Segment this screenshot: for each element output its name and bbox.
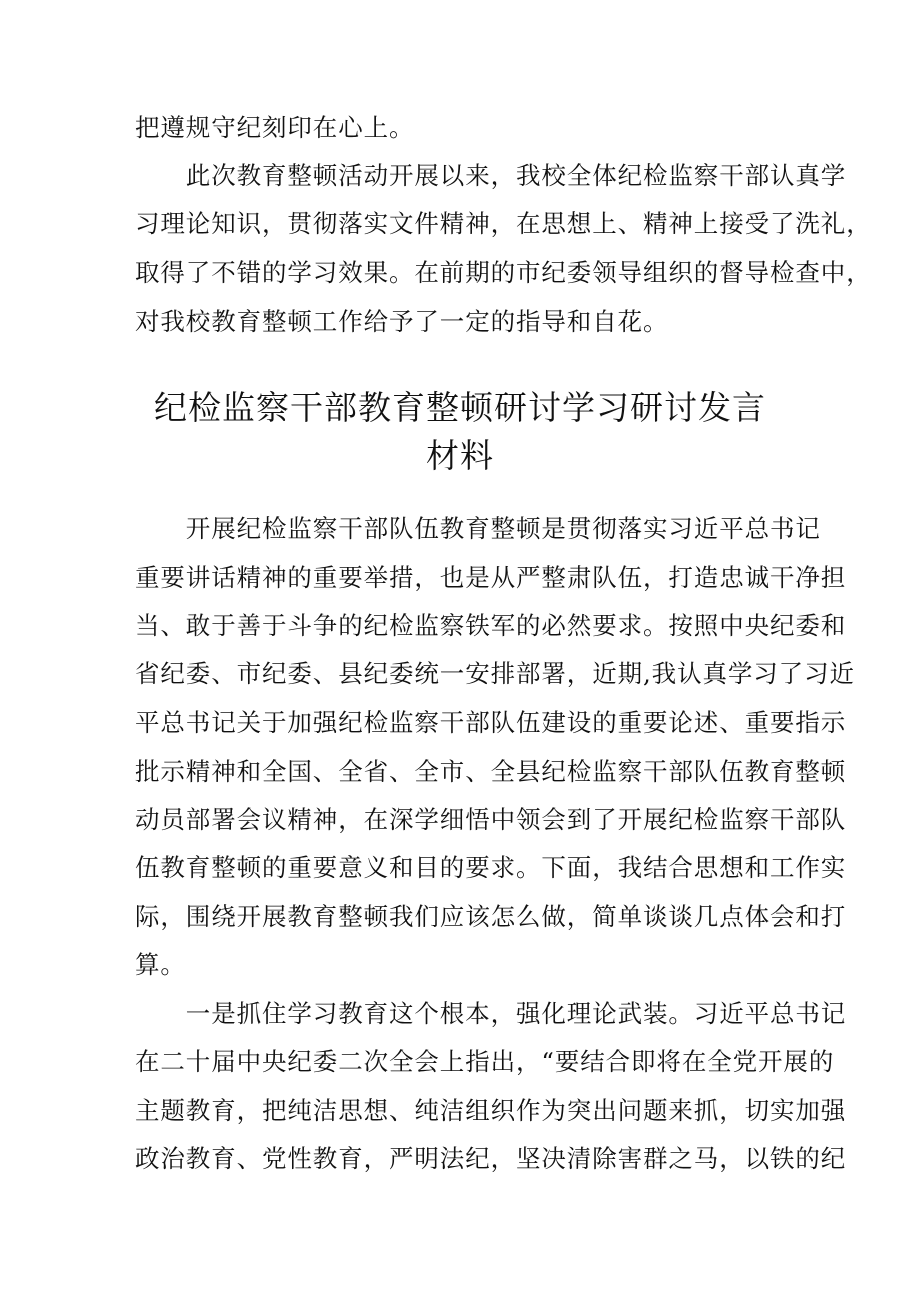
body-line: 重要讲话精神的重要举措，也是从严整肃队伍，打造忠诚干净担 <box>135 563 847 592</box>
body-line: 动员部署会议精神，在深学细悟中领会到了开展纪检监察干部队 <box>135 805 847 834</box>
body-line: 伍教育整顿的重要意义和目的要求。下面，我结合思想和工作实 <box>135 853 847 882</box>
body-line: 开展纪检监察干部队伍教育整顿是贯彻落实习近平总书记 <box>135 514 821 543</box>
body-line: 平总书记关于加强纪检监察干部队伍建设的重要论述、重要指示 <box>135 708 847 737</box>
paragraph-line: 此次教育整顿活动开展以来，我校全体纪检监察干部认真学 <box>135 161 847 190</box>
paragraph-line: 对我校教育整顿工作给予了一定的指导和自花。 <box>135 307 669 336</box>
document-title-line-1: 纪检监察干部教育整顿研讨学习研讨发言 <box>154 388 766 427</box>
paragraph-line: 把遵规守纪刻印在心上。 <box>135 113 415 142</box>
body-line: 主题教育，把纯洁思想、纯洁组织作为突出问题来抓，切实加强 <box>135 1096 847 1125</box>
body-line: 当、敢于善于斗争的纪检监察铁军的必然要求。按照中央纪委和 <box>135 611 847 640</box>
paragraph-line: 取得了不错的学习效果。在前期的市纪委领导组织的督导检查中， <box>135 258 872 287</box>
body-line: 批示精神和全国、全省、全市、全县纪检监察干部队伍教育整顿 <box>135 757 847 786</box>
body-line: 政治教育、党性教育，严明法纪，坚决清除害群之马，以铁的纪 <box>135 1144 847 1173</box>
body-line: 算。 <box>135 950 186 979</box>
body-line: 在二十届中央纪委二次全会上指出，“要结合即将在全党开展的 <box>135 1047 835 1076</box>
body-line: 一是抓住学习教育这个根本，强化理论武装。习近平总书记 <box>135 999 847 1028</box>
document-title-line-2: 材料 <box>426 436 494 475</box>
body-line: 际，围绕开展教育整顿我们应该怎么做，简单谈谈几点体会和打 <box>135 902 847 931</box>
paragraph-line: 习理论知识，贯彻落实文件精神，在思想上、精神上接受了洗礼， <box>135 209 872 238</box>
body-line: 省纪委、市纪委、县纪委统一安排部署，近期,我认真学习了习近 <box>135 659 855 688</box>
